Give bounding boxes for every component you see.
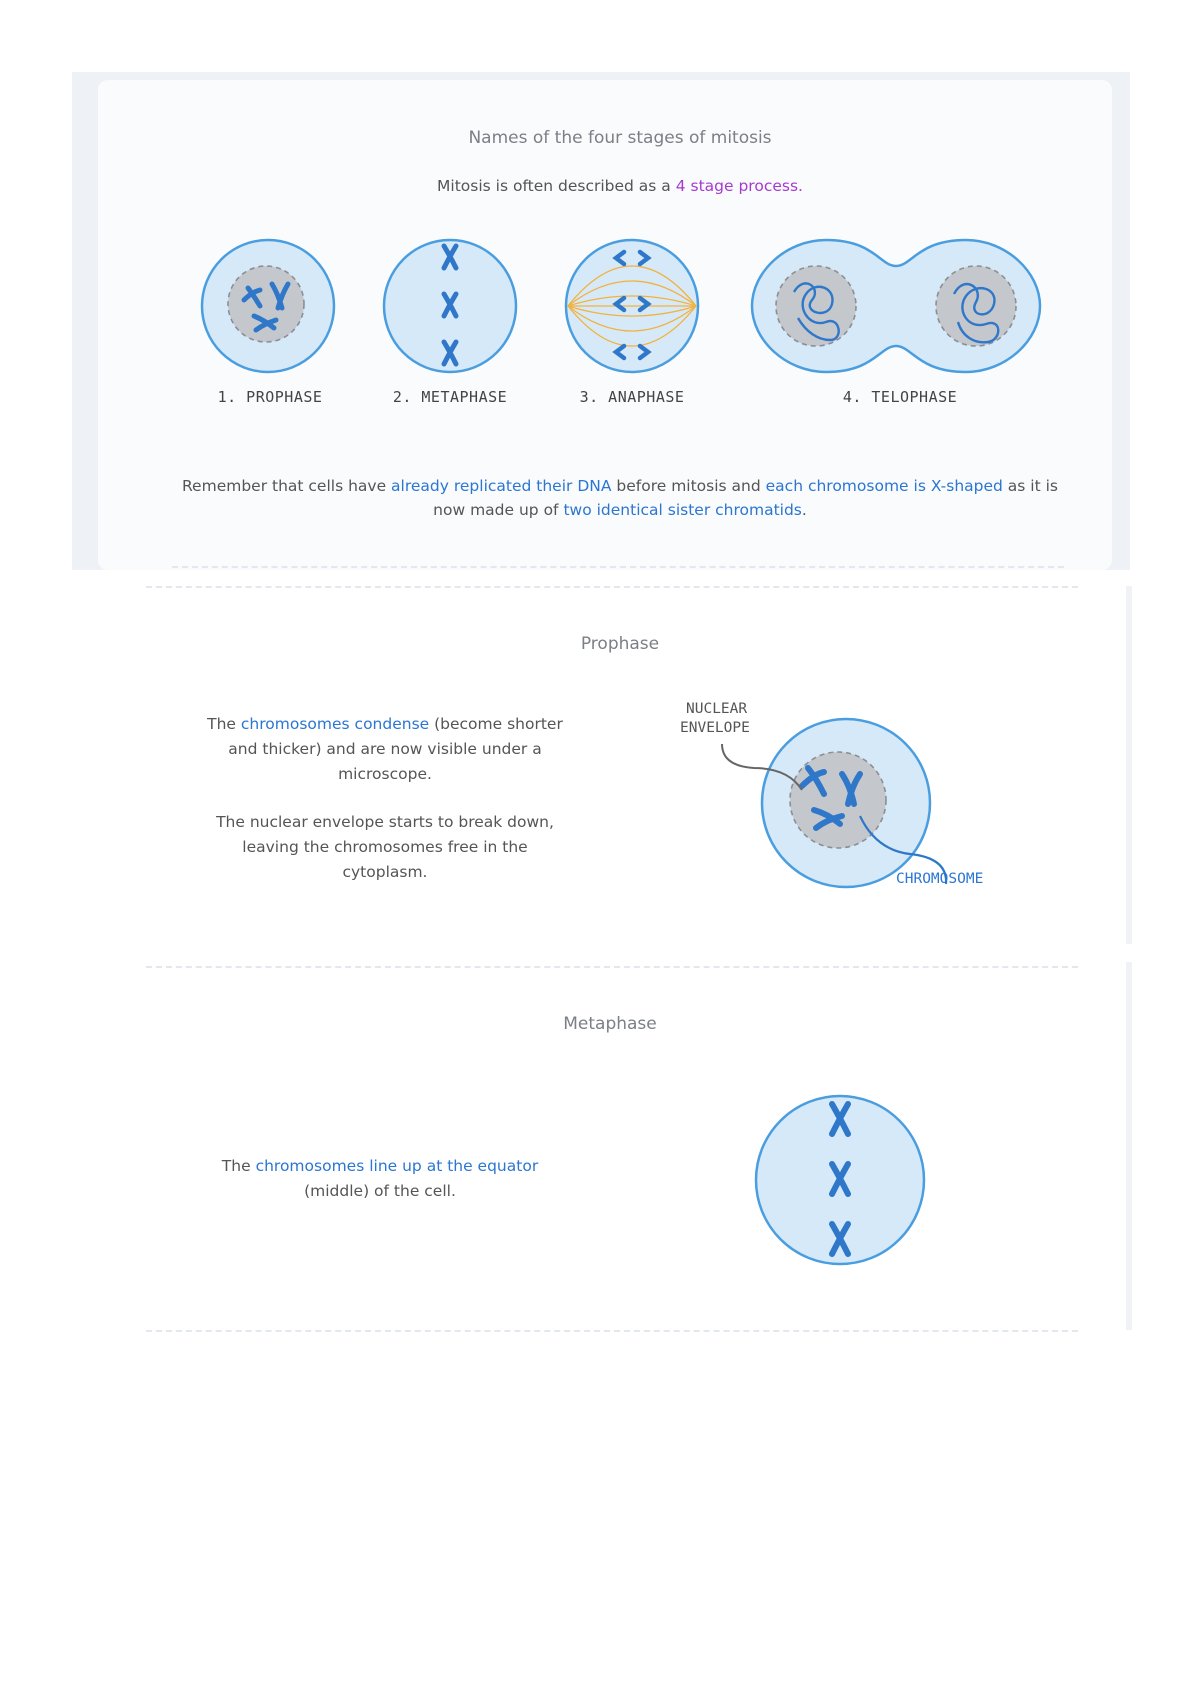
para-highlight: chromosomes condense: [240, 715, 430, 733]
label-line: ENVELOPE: [680, 720, 750, 736]
stage-label-telophase: 4. TELOPHASE: [842, 388, 958, 406]
chromosome-label: CHROMOSOME: [896, 871, 984, 887]
telophase-cell-diagram: [748, 236, 1044, 376]
stages-subtitle: [200, 174, 1040, 199]
note-text: Remember that cells have: [181, 477, 392, 495]
section-edge: [1126, 962, 1132, 1330]
divider: [146, 1330, 1078, 1332]
para-highlight: chromosomes line up at the equator: [255, 1157, 539, 1175]
metaphase-cell-diagram: [380, 236, 520, 376]
note-highlight: already replicated their DNA: [391, 477, 612, 495]
para-text: The: [207, 715, 241, 733]
para-text: (middle) of the cell.: [304, 1182, 456, 1200]
stage-label-anaphase: 3. ANAPHASE: [579, 388, 685, 406]
note-text: before mitosis and: [611, 477, 766, 495]
note-text: as it is now made up of: [433, 477, 1058, 519]
label-line: NUCLEAR: [686, 701, 748, 717]
replication-note: [175, 474, 1065, 522]
section-title-stages: Names of the four stages of mitosis: [468, 128, 772, 148]
para-text: The: [221, 1157, 256, 1175]
metaphase-paragraph: [200, 1154, 560, 1204]
note-text: .: [801, 501, 807, 519]
prophase-paragraph-2: The nuclear envelope starts to break down, leaving the chromosomes free in the cytoplasm.: [216, 813, 554, 881]
metaphase-diagram: [752, 1092, 928, 1268]
section-edge: [1126, 586, 1132, 944]
stage-label-prophase: 1. PROPHASE: [217, 388, 323, 406]
anaphase-cell-diagram: [562, 236, 702, 376]
subtitle-highlight: 4 stage process.: [675, 177, 803, 195]
divider: [146, 586, 1078, 588]
section-title-prophase: Prophase: [580, 634, 660, 654]
nuclear-envelope-label: [680, 700, 750, 738]
note-highlight: each chromosome is X-shaped: [765, 477, 1003, 495]
subtitle-text: Mitosis is often described as a: [437, 177, 676, 195]
section-title-metaphase: Metaphase: [563, 1014, 657, 1034]
prophase-paragraph-1: [200, 712, 570, 787]
divider: [146, 966, 1078, 968]
prophase-cell-diagram: [198, 236, 338, 376]
stage-label-metaphase: 2. METAPHASE: [392, 388, 508, 406]
divider: [172, 566, 1064, 568]
para-text: (become shorter and thicker) and are now visible under a microscope.: [228, 715, 563, 783]
note-highlight: two identical sister chromatids: [563, 501, 802, 519]
